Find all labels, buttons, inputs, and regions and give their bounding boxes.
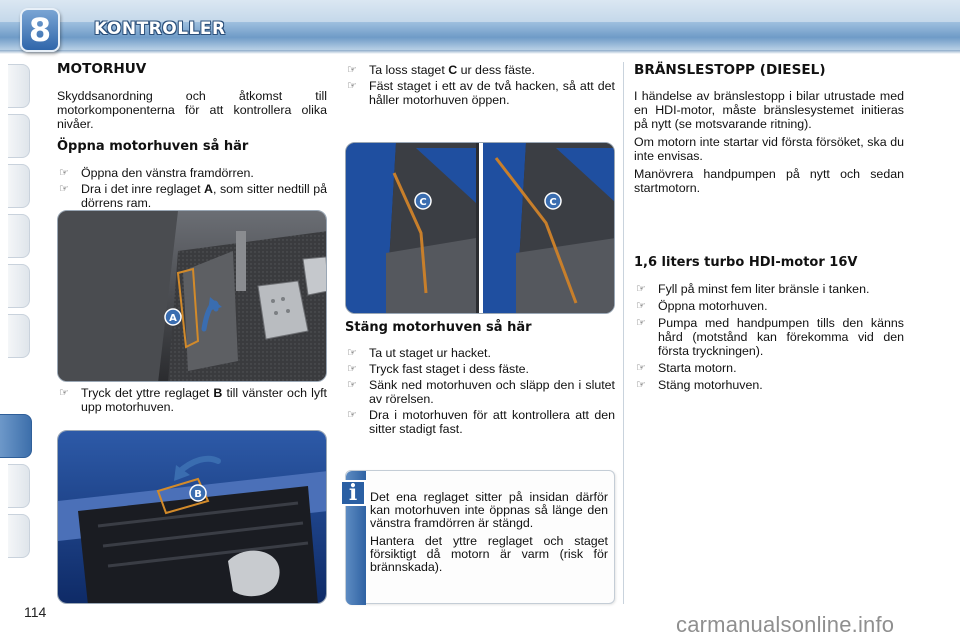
step-text: Pumpa med handpumpen tills den känns hård (motstånd kan förekomma vid den första tryckningen).: [658, 316, 904, 358]
chapter-tab[interactable]: [8, 214, 30, 258]
engine-steps: [634, 282, 904, 392]
pointing-hand-icon: ☞: [636, 362, 646, 374]
list-item: [634, 299, 904, 313]
pointing-hand-icon: ☞: [59, 387, 69, 399]
hood-release-illustration: [57, 430, 327, 604]
section-title-fuel-stop: BRÄNSLESTOPP (DIESEL): [634, 62, 826, 78]
chapter-tab[interactable]: [8, 314, 30, 358]
section-title-motorhuv: MOTORHUV: [57, 61, 147, 77]
fuel-paragraph: Om motorn inte startar vid första försöket, ska du inte envisas.: [634, 135, 904, 163]
info-paragraph: Det ena reglaget sitter på insidan därför kan motorhuven inte öppnas så länge den vänstra framdörren är stängd.: [370, 490, 608, 531]
pointing-hand-icon: ☞: [636, 379, 646, 391]
list-item: [345, 63, 615, 77]
pointing-hand-icon: ☞: [59, 183, 69, 195]
pointing-hand-icon: ☞: [347, 409, 357, 421]
list-item: [345, 346, 615, 360]
close-hood-steps: [345, 346, 615, 436]
chapter-tab[interactable]: [8, 264, 30, 308]
list-item: [57, 386, 327, 414]
column-hood-close: [345, 321, 615, 436]
chapter-tab[interactable]: [8, 114, 30, 158]
header-shadow: [0, 50, 960, 54]
step-text: Sänk ned motorhuven och släpp den i slutet av rörelsen.: [369, 378, 615, 406]
open-hood-steps: [57, 166, 327, 210]
step-text: Tryck det yttre reglaget: [81, 386, 214, 400]
pointing-hand-icon: ☞: [636, 300, 646, 312]
pointing-hand-icon: ☞: [347, 80, 357, 92]
step-text: Öppna den vänstra framdörren.: [81, 166, 254, 180]
list-item: [634, 282, 904, 296]
step-text: Öppna motorhuven.: [658, 299, 768, 313]
step-text: Fyll på minst fem liter bränsle i tanken.: [658, 282, 870, 296]
list-item: [345, 408, 615, 436]
column-hood-prop: [345, 63, 615, 107]
footwell-illustration: [57, 210, 327, 382]
info-text: [370, 491, 608, 578]
pointing-hand-icon: ☞: [59, 167, 69, 179]
pointing-hand-icon: ☞: [347, 363, 357, 375]
chapter-tab[interactable]: [8, 514, 30, 558]
pointing-hand-icon: ☞: [636, 317, 646, 329]
chapter-tab[interactable]: [8, 164, 30, 208]
callout-label-a: A: [169, 313, 177, 324]
fuel-paragraph: Manövrera handpumpen på nytt och sedan startmotorn.: [634, 167, 904, 195]
list-item: [634, 378, 904, 392]
control-letter: A: [204, 182, 213, 196]
step-text: Fäst staget i ett av de två hacken, så att det håller motorhuven öppen.: [369, 79, 615, 107]
info-paragraph: Hantera det yttre reglaget och staget försiktigt då motorn är varm (risk för brännskada).: [370, 533, 608, 575]
column-fuel-stop: [634, 63, 904, 392]
chapter-tab[interactable]: [8, 464, 30, 508]
chapter-number-badge: 8: [20, 8, 60, 52]
step-text: Starta motorn.: [658, 361, 737, 375]
watermark: carmanualsonline.info: [676, 612, 895, 637]
callout-label-b: B: [194, 489, 202, 500]
chapter-tab[interactable]: [8, 64, 30, 108]
control-letter: C: [448, 63, 458, 77]
step-text: , som sitter nedtill på dörrens ram.: [81, 182, 327, 210]
open-hood-heading: Öppna motorhuven så här: [57, 139, 249, 154]
column-hood-open: [57, 62, 327, 210]
pointing-hand-icon: ☞: [347, 347, 357, 359]
hood-intro: Skyddsanordning och åtkomst till motorkomponenterna för att kontrollera olika nivåer.: [57, 89, 327, 131]
list-item: [57, 182, 327, 210]
list-item: [345, 362, 615, 376]
info-icon: i: [340, 480, 366, 506]
page-number: 114: [24, 604, 47, 620]
release-steps: [57, 386, 327, 414]
list-item: [634, 316, 904, 358]
list-item: [345, 79, 615, 107]
list-item: [634, 361, 904, 375]
control-letter: B: [213, 386, 223, 400]
step-text: Stäng motorhuven.: [658, 378, 763, 392]
pointing-hand-icon: ☞: [636, 283, 646, 295]
page-header: [0, 0, 960, 52]
list-item: [57, 166, 327, 180]
step-text: Tryck fast staget i dess fäste.: [369, 362, 529, 376]
step-text: till vänster och lyft upp motorhuven.: [81, 386, 327, 414]
chapter-tab-strip: [0, 60, 34, 580]
fuel-paragraph: I händelse av bränslestopp i bilar utrustade med en HDI-motor, måste bränslesystemet initieras på nytt (se motsvarande ritning).: [634, 89, 904, 131]
engine-heading: 1,6 liters turbo HDI-motor 16V: [634, 255, 858, 270]
prop-steps: [345, 63, 615, 107]
step-text: Dra i det inre reglaget: [81, 182, 205, 196]
chapter-title: KONTROLLER: [94, 19, 226, 39]
chapter-tab-active[interactable]: [0, 414, 32, 458]
step-text: Dra i motorhuven för att kontrollera att den sitter stadigt fast.: [369, 408, 615, 436]
list-item: [345, 378, 615, 406]
step-text: Ta ut staget ur hacket.: [369, 346, 491, 360]
step-text: ur dess fäste.: [457, 63, 535, 77]
pointing-hand-icon: ☞: [347, 64, 357, 76]
callout-label-c-left: C: [419, 197, 427, 208]
prop-rod-illustration: [345, 142, 615, 314]
pointing-hand-icon: ☞: [347, 379, 357, 391]
step-text: Ta loss staget: [369, 63, 449, 77]
column-divider: [623, 62, 624, 604]
callout-label-c-right: C: [549, 197, 557, 208]
column-hood-release: [57, 386, 327, 414]
close-hood-heading: Stäng motorhuven så här: [345, 320, 532, 335]
